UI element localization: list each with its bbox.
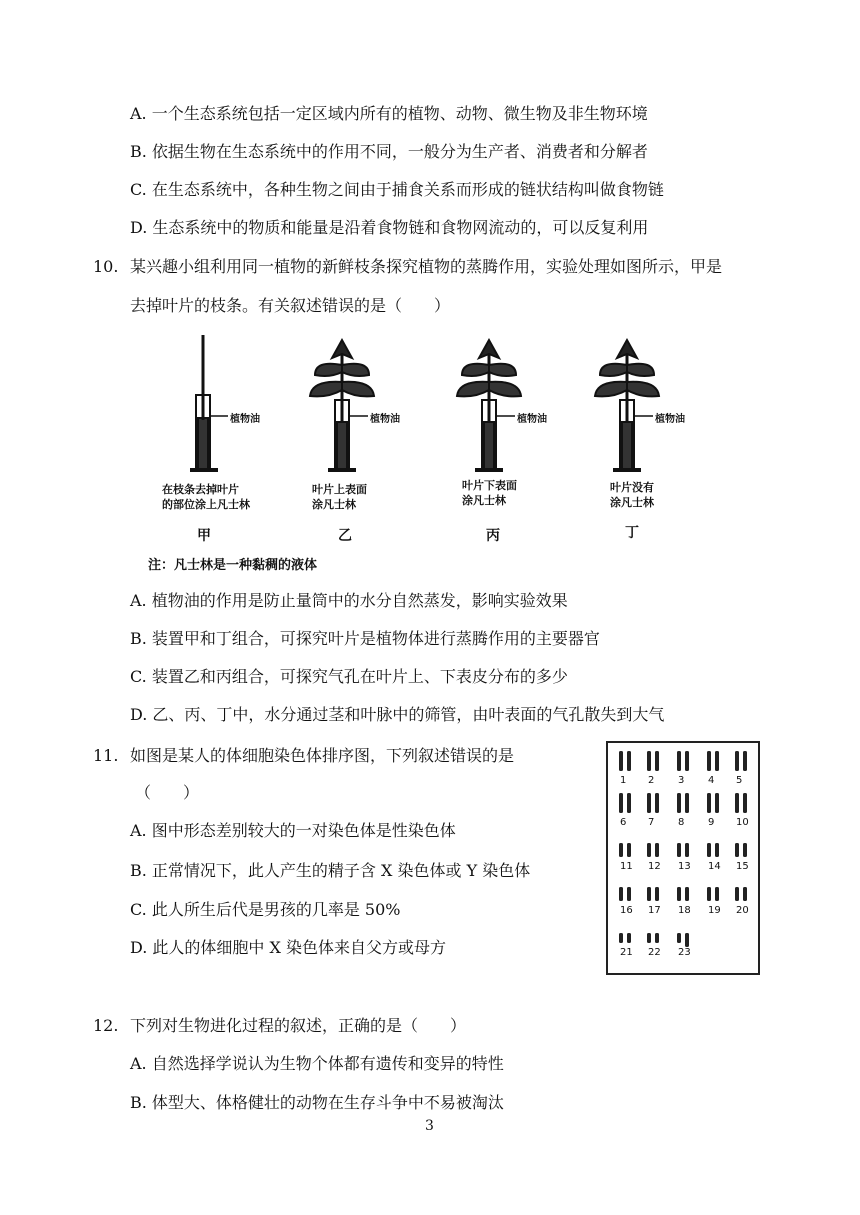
q10-number: 10.: [93, 257, 119, 276]
chromosome-number-7: 7: [648, 817, 655, 828]
caption-ding-line1: 叶片没有: [610, 481, 654, 494]
chromosome-number-5: 5: [736, 775, 743, 786]
chromosome-number-2: 2: [648, 775, 655, 786]
letter-bing: 丙: [486, 528, 500, 544]
chromosome-number-15: 15: [736, 861, 749, 872]
chromosome-number-9: 9: [708, 817, 715, 828]
chromosome-number-19: 19: [708, 905, 721, 916]
chromosome-pair-3: [674, 751, 698, 775]
q12-option-a: A. 自然选择学说认为生物个体都有遗传和变异的特性: [130, 1054, 504, 1073]
letter-yi: 乙: [338, 528, 352, 544]
caption-ding-line2: 涂凡士林: [610, 496, 654, 509]
q12-text: 下列对生物进化过程的叙述，正确的是（ ）: [130, 1016, 467, 1035]
chromosome-number-17: 17: [648, 905, 661, 916]
chromosome-number-22: 22: [648, 947, 661, 958]
q11-option-d: D. 此人的体细胞中 X 染色体来自父方或母方: [130, 938, 446, 957]
q12-option-b: B. 体型大、体格健壮的动物在生存斗争中不易被淘汰: [130, 1093, 504, 1112]
chromosome-pair-1: [616, 751, 640, 775]
q10-option-d: D. 乙、丙、丁中，水分通过茎和叶脉中的筛管，由叶表面的气孔散失到大气: [130, 705, 665, 724]
figure-note: 注：凡士林是一种黏稠的液体: [148, 558, 318, 573]
caption-yi-line2: 涂凡士林: [312, 498, 356, 511]
q9-option-c: C. 在生态系统中，各种生物之间由于捕食关系而形成的链状结构叫做食物链: [130, 180, 664, 199]
q10-text-line1: 某兴趣小组利用同一植物的新鲜枝条探究植物的蒸腾作用，实验处理如图所示，甲是: [130, 257, 723, 276]
label-oil-ding: 植物油: [655, 414, 685, 425]
chromosome-number-12: 12: [648, 861, 661, 872]
chromosome-number-13: 13: [678, 861, 691, 872]
chromosome-pair-10: [732, 793, 756, 817]
chromosome-pair-6: [616, 793, 640, 817]
label-oil-bing: 植物油: [517, 414, 547, 425]
chromosome-pair-7: [644, 793, 668, 817]
karyotype-figure: [606, 741, 760, 975]
chromosome-number-4: 4: [708, 775, 715, 786]
chromosome-number-16: 16: [620, 905, 633, 916]
q10-option-c: C. 装置乙和丙组合，可探究气孔在叶片上、下表皮分布的多少: [130, 667, 568, 686]
letter-ding: 丁: [625, 525, 639, 541]
plant-yi: [310, 340, 374, 470]
q10-option-a: A. 植物油的作用是防止量筒中的水分自然蒸发，影响实验效果: [130, 591, 568, 610]
chromosome-number-10: 10: [736, 817, 749, 828]
label-oil-jia: 植物油: [230, 414, 260, 425]
chromosome-number-20: 20: [736, 905, 749, 916]
page-number: 3: [425, 1118, 434, 1134]
caption-bing-line2: 涂凡士林: [462, 494, 506, 507]
q9-option-a: A. 一个生态系统包括一定区域内所有的植物、动物、微生物及非生物环境: [130, 104, 648, 123]
chromosome-number-1: 1: [620, 775, 627, 786]
chromosome-pair-2: [644, 751, 668, 775]
chromosome-number-21: 21: [620, 947, 633, 958]
q10-option-b: B. 装置甲和丁组合，可探究叶片是植物体进行蒸腾作用的主要器官: [130, 629, 600, 648]
q9-option-d: D. 生态系统中的物质和能量是沿着食物链和食物网流动的，可以反复利用: [130, 218, 649, 237]
chromosome-pair-5: [732, 751, 756, 775]
plant-bing: [457, 340, 521, 470]
chromosome-number-23: 23: [678, 947, 691, 958]
chromosome-number-14: 14: [708, 861, 721, 872]
q11-option-a: A. 图中形态差别较大的一对染色体是性染色体: [130, 821, 456, 840]
chromosome-pair-4: [704, 751, 728, 775]
caption-jia-line2: 的部位涂上凡士林: [162, 498, 250, 511]
caption-bing-line1: 叶片下表面: [462, 479, 517, 492]
chromosome-number-3: 3: [678, 775, 685, 786]
q11-option-c: C. 此人所生后代是男孩的几率是 50%: [130, 900, 401, 919]
q12-number: 12.: [93, 1016, 119, 1035]
q11-number: 11.: [93, 746, 119, 765]
label-oil-yi: 植物油: [370, 414, 400, 425]
q9-option-b: B. 依据生物在生态系统中的作用不同，一般分为生产者、消费者和分解者: [130, 142, 648, 161]
q11-option-b: B. 正常情况下，此人产生的精子含 X 染色体或 Y 染色体: [130, 861, 531, 880]
caption-yi-line1: 叶片上表面: [312, 483, 367, 496]
cylinder-jia: [190, 335, 228, 470]
chromosome-number-11: 11: [620, 861, 633, 872]
caption-jia-line1: 在枝条去掉叶片: [162, 483, 239, 496]
chromosome-number-8: 8: [678, 817, 685, 828]
chromosome-pair-9: [704, 793, 728, 817]
q11-text-line2: （ ）: [135, 783, 200, 802]
plant-ding: [595, 340, 659, 470]
chromosome-number-18: 18: [678, 905, 691, 916]
chromosome-pair-8: [674, 793, 698, 817]
letter-jia: 甲: [197, 528, 211, 544]
q11-text-line1: 如图是某人的体细胞染色体排序图，下列叙述错误的是: [130, 746, 515, 765]
chromosome-number-6: 6: [620, 817, 627, 828]
q10-text-line2: 去掉叶片的枝条。有关叙述错误的是（ ）: [130, 296, 451, 315]
